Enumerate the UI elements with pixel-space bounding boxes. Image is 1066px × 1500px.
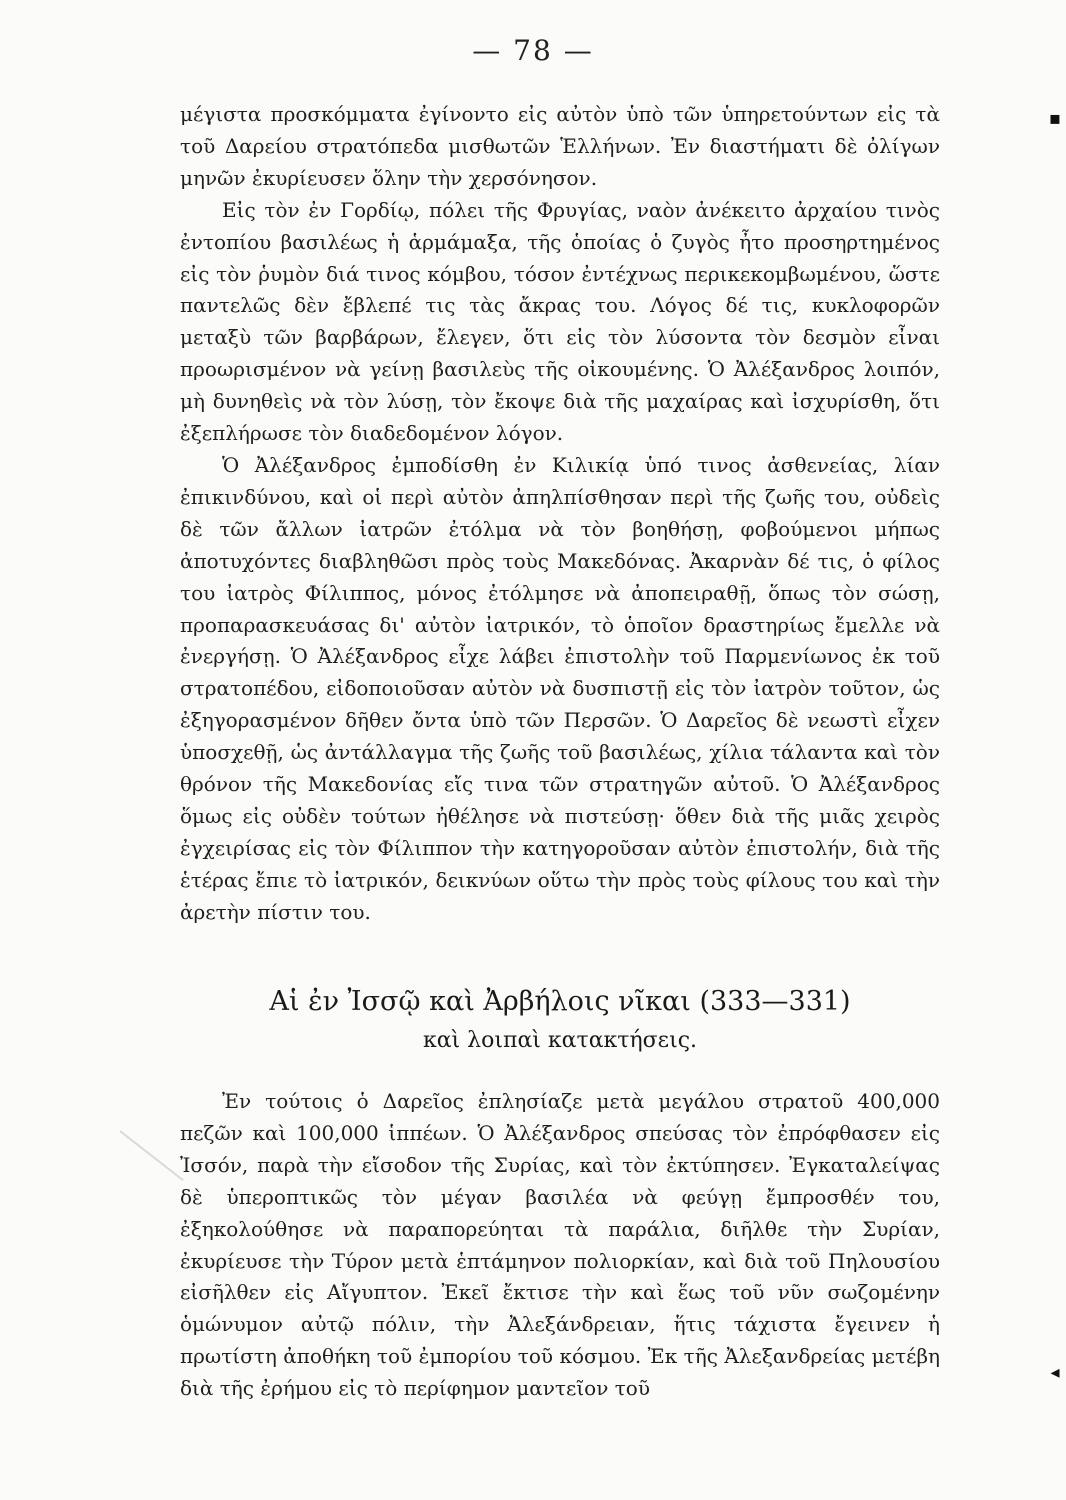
bottom-text-block [180, 1086, 940, 1405]
page-edge-mark-icon: ▪ [1048, 108, 1062, 129]
paragraph-issus: Ἐν τούτοις ὁ Δαρεῖος ἐπλησίαζε μετὰ μεγάλου στρατοῦ 400,000 πεζῶν καὶ 100,000 ἱππέων. Ὁ Ἀλέξανδρος σπεύσας τὸν ἐπρόφθασεν εἰς Ἰσσόν, παρὰ τὴν εἴσοδον τῆς Συρίας, καὶ τὸν ἐκτύπησεν. Ἐγκαταλείψας δὲ ὑπεροπτικῶς τὸν μέγαν βασιλέα νὰ φεύγῃ ἔμπροσθέν του, ἐξηκολούθησε νὰ παραπορεύηται τὰ παράλια, διῆλθε τὴν Συρίαν, ἐκυρίευσε τὴν Τύρον μετὰ ἑπτάμηνον πολιορκίαν, καὶ διὰ τοῦ Πηλουσίου εἰσῆλθεν εἰς Αἴγυπτον. Ἐκεῖ ἔκτισε τὴν καὶ ἕως τοῦ νῦν σωζομένην ὁμώνυμον αὐτῷ πόλιν, τὴν Ἀλεξάνδρειαν, ἥτις τάχιστα ἔγεινεν ἡ πρωτίστη ἀποθήκη τοῦ ἐμπορίου τοῦ κόσμου. Ἐκ τῆς Ἀλεξανδρείας μετέβη διὰ τῆς ἐρήμου εἰς τὸ περίφημον μαντεῖον τοῦ [180, 1089, 940, 1401]
section-heading-title: Αἱ ἐν Ἰσσῷ καὶ Ἀρβήλοις νῖκαι (333—331) [269, 986, 851, 1017]
paragraph-continuation: μέγιστα προσκόμματα ἐγίνοντο εἰς αὐτὸν ὑπὸ τῶν ὑπηρετούντων εἰς τὰ τοῦ Δαρείου στρατόπεδα μισθωτῶν Ἑλλήνων. Ἐν διαστήματι δὲ ὀλίγων μηνῶν ἐκυρίευσεν ὅλην τὴν χερσόνησον. [180, 102, 940, 190]
paragraph-illness-cilicia: Ὁ Ἀλέξανδρος ἐμποδίσθη ἐν Κιλικίᾳ ὑπό τινος ἀσθενείας, λίαν ἐπικινδύνου, καὶ οἱ περὶ αὐτὸν ἀπηλπίσθησαν περὶ τῆς ζωῆς του, οὐδεὶς δὲ τῶν ἄλλων ἰατρῶν ἐτόλμα νὰ τὸν βοηθήσῃ, φοβούμενοι μήπως ἀποτυχόντες διαβληθῶσι πρὸς τοὺς Μακεδόνας. Ἀκαρνὰν δέ τις, ὁ φίλος του ἰατρὸς Φίλιππος, μόνος ἐτόλμησε νὰ ἀποπειραθῇ, ὅπως τὸν σώσῃ, προπαρασκευάσας δι' αὐτὸν ἰατρικόν, τὸ ὁποῖον δραστηρίως ἔμελλε νὰ ἐνεργήσῃ. Ὁ Ἀλέξανδρος εἶχε λάβει ἐπιστολὴν τοῦ Παρμενίωνος ἐκ τοῦ στρατοπέδου, εἰδοποιοῦσαν αὐτὸν νὰ δυσπιστῇ εἰς τὸν ἰατρὸν τοῦτον, ὡς ἐξηγορασμένον δῆθεν ὄντα ὑπὸ τῶν Περσῶν. Ὁ Δαρεῖος δὲ νεωστὶ εἶχεν ὑποσχεθῇ, ὡς ἀντάλλαγμα τῆς ζωῆς τοῦ βασιλέως, χίλια τάλαντα καὶ τὸν θρόνον τῆς Μακεδονίας εἴς τινα τῶν στρατηγῶν αὐτοῦ. Ὁ Ἀλέξανδρος ὅμως εἰς οὐδὲν τούτων ἠθέλησε νὰ πιστεύσῃ· ὅθεν διὰ τῆς μιᾶς χειρὸς ἐγχειρίσας εἰς τὸν Φίλιππον τὴν κατηγοροῦσαν αὐτὸν ἐπιστολήν, διὰ τῆς ἑτέρας ἔπιε τὸ ἰατρικόν, δεικνύων οὕτω τὴν πρὸς τοὺς φίλους του καὶ τὴν ἀρετὴν πίστιν του. [180, 452, 940, 924]
top-text-block [180, 99, 940, 929]
section-heading-subtitle: καὶ λοιπαὶ κατακτήσεις. [422, 1028, 698, 1053]
page-number: — 78 — [472, 34, 594, 67]
page-edge-arrow-icon: ◂ [1050, 1362, 1060, 1383]
paragraph-gordian-knot: Εἰς τὸν ἐν Γορδίῳ, πόλει τῆς Φρυγίας, ναὸν ἀνέκειτο ἀρχαίου τινὸς ἐντοπίου βασιλέως ἡ ἁρμάμαξα, τῆς ὁποίας ὁ ζυγὸς ἦτο προσηρτημένος εἰς τὸν ῥυμὸν διά τινος κόμβου, τόσον ἐντέχνως περικεκομβωμένου, ὥστε παντελῶς δὲν ἔβλεπέ τις τὰς ἄκρας του. Λόγος δέ τις, κυκλοφορῶν μεταξὺ τῶν βαρβάρων, ἔλεγεν, ὅτι εἰς τὸν λύσοντα τὸν δεσμὸν εἶναι προωρισμένον νὰ γείνῃ βασιλεὺς τῆς οἰκουμένης. Ὁ Ἀλέξανδρος λοιπόν, μὴ δυνηθεὶς νὰ τὸν λύσῃ, τὸν ἔκοψε διὰ τῆς μαχαίρας καὶ ἰσχυρίσθη, ὅτι ἐξεπλήρωσε τὸν διαδεδομένον λόγον. [180, 197, 940, 446]
scan-artifact-line [119, 1130, 183, 1181]
section-heading [180, 982, 940, 1060]
